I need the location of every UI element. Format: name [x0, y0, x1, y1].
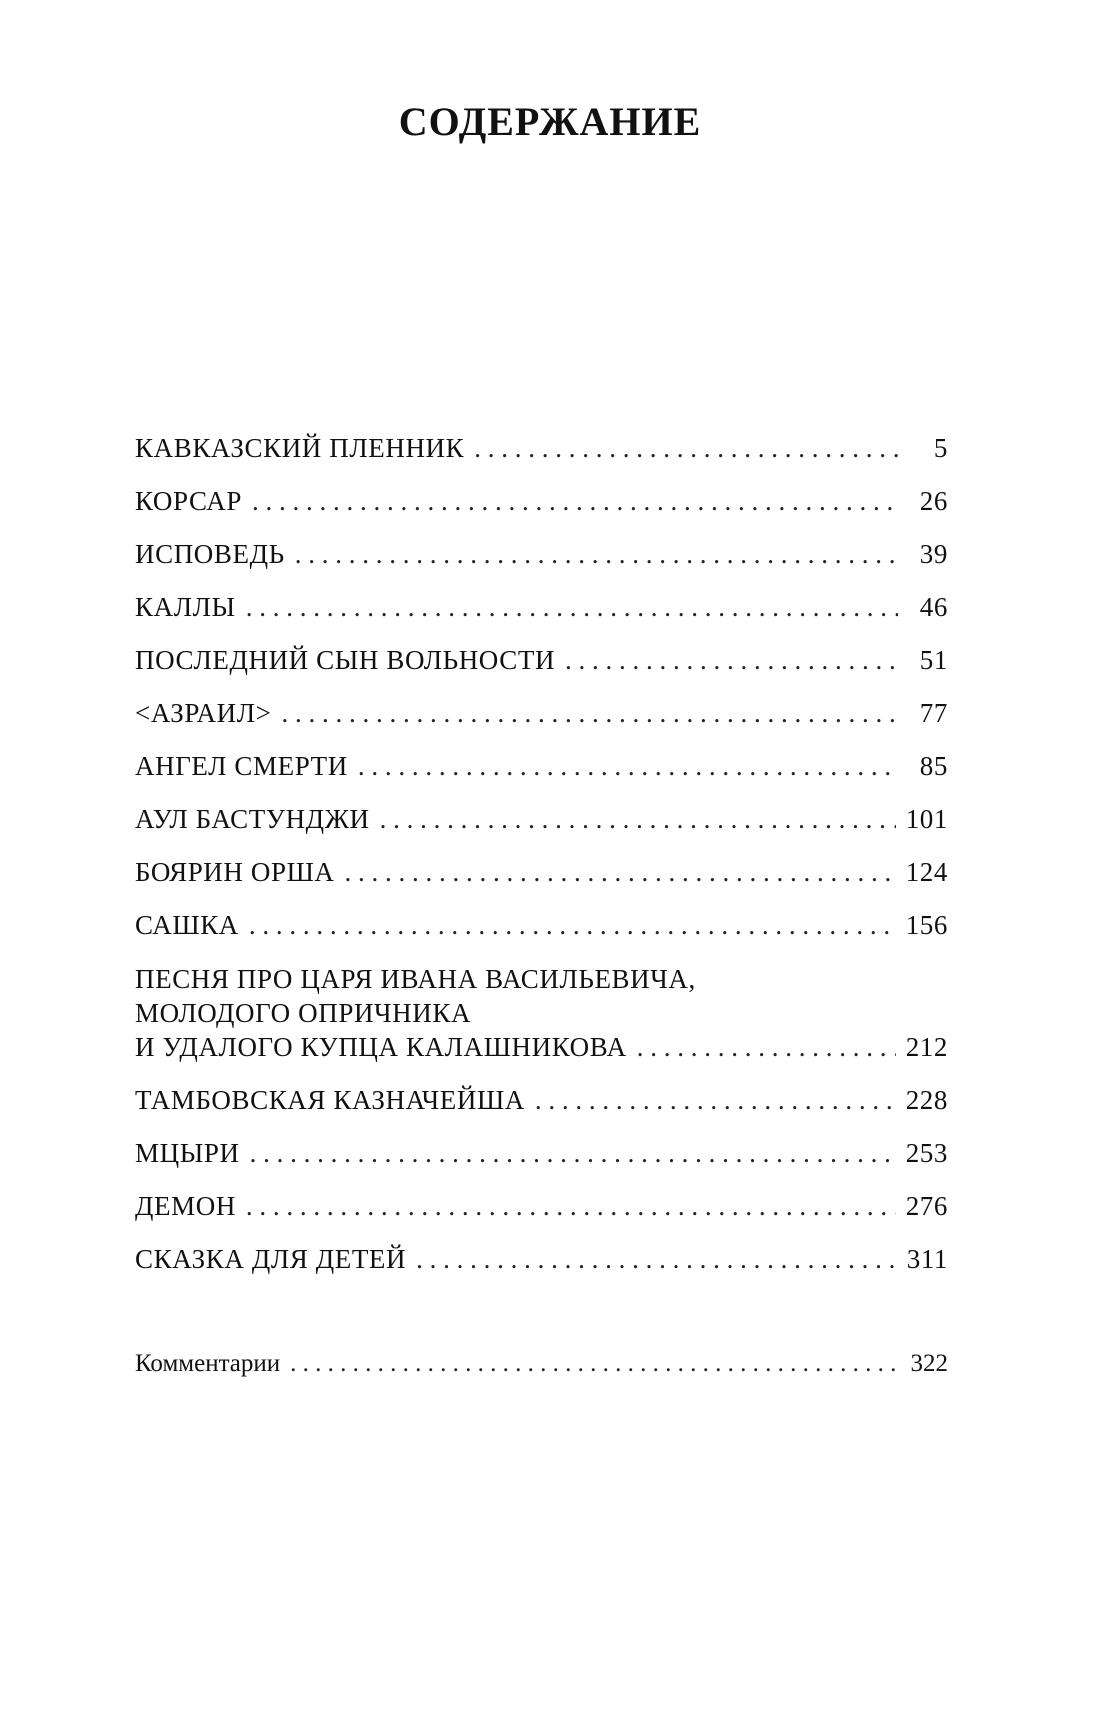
dot-leader — [295, 537, 898, 571]
toc-entry[interactable] — [135, 749, 948, 783]
toc-entry-title: МЦЫРИ — [135, 1138, 240, 1168]
toc-entry[interactable] — [135, 590, 948, 624]
toc-entry-title: БОЯРИН ОРША — [135, 857, 335, 887]
toc-entry-title-line: И УДАЛОГО КУПЦА КАЛАШНИКОВА — [135, 1032, 627, 1062]
toc-page-number: 26 — [919, 486, 948, 516]
toc-page-number: 39 — [919, 539, 948, 569]
toc-entry-title: ДЕМОН — [135, 1191, 236, 1221]
toc-entry-title: Комментарии — [135, 1350, 281, 1377]
toc-entry[interactable] — [135, 484, 948, 518]
table-of-contents — [135, 0, 948, 1720]
dot-leader — [246, 1189, 896, 1223]
toc-entry-title: АУЛ БАСТУНДЖИ — [135, 804, 370, 834]
toc-entry[interactable] — [135, 1136, 948, 1170]
toc-page-number: 212 — [905, 1032, 948, 1062]
toc-entry-title: <АЗРАИЛ> — [135, 698, 272, 728]
dot-leader — [345, 855, 896, 889]
toc-page-number: 228 — [905, 1085, 948, 1115]
toc-page-number: 156 — [905, 910, 948, 940]
toc-entry[interactable] — [135, 855, 948, 889]
toc-entry-title: ТАМБОВСКАЯ КАЗНАЧЕЙША — [135, 1085, 525, 1115]
dot-leader — [246, 590, 898, 624]
dot-leader — [250, 1136, 896, 1170]
toc-entry[interactable] — [135, 1189, 948, 1223]
toc-entry-commentary[interactable] — [135, 1347, 948, 1381]
toc-entry[interactable] — [135, 431, 948, 465]
dot-leader — [252, 484, 898, 518]
toc-entry-multiline[interactable] — [135, 962, 948, 1064]
toc-entry-title: ИСПОВЕДЬ — [135, 539, 285, 569]
dot-leader — [637, 1030, 896, 1064]
page-title: СОДЕРЖАНИЕ — [398, 99, 702, 144]
toc-entry-title: АНГЕЛ СМЕРТИ — [135, 751, 348, 781]
toc-page-number: 5 — [933, 433, 948, 463]
toc-entry[interactable] — [135, 643, 948, 677]
toc-entry-title: КАВКАЗСКИЙ ПЛЕННИК — [135, 433, 465, 463]
toc-page-number: 51 — [919, 645, 948, 675]
toc-page-number: 253 — [905, 1138, 948, 1168]
toc-page-number: 46 — [919, 592, 948, 622]
toc-page-number: 322 — [910, 1350, 948, 1377]
toc-entry[interactable] — [135, 908, 948, 942]
toc-entry-title: КАЛЛЫ — [135, 592, 236, 622]
toc-page-number: 101 — [905, 804, 948, 834]
toc-entry-title-line: МОЛОДОГО ОПРИЧНИКА — [135, 998, 472, 1028]
toc-entry[interactable] — [135, 1083, 948, 1117]
toc-entry-title-line: ПЕСНЯ ПРО ЦАРЯ ИВАНА ВАСИЛЬЕВИЧА, — [135, 964, 696, 994]
toc-page-number: 77 — [919, 698, 948, 728]
toc-entry[interactable] — [135, 537, 948, 571]
toc-entry[interactable] — [135, 696, 948, 730]
toc-entry-title: ПОСЛЕДНИЙ СЫН ВОЛЬНОСТИ — [135, 645, 556, 675]
dot-leader — [290, 1347, 898, 1381]
toc-entry-title: КОРСАР — [135, 486, 242, 516]
dot-leader — [249, 908, 896, 942]
dot-leader — [565, 643, 898, 677]
toc-entry[interactable] — [135, 802, 948, 836]
dot-leader — [474, 431, 898, 465]
dot-leader — [380, 802, 896, 836]
dot-leader — [281, 696, 898, 730]
toc-page-number: 276 — [905, 1191, 948, 1221]
toc-entry-title: СКАЗКА ДЛЯ ДЕТЕЙ — [135, 1244, 407, 1274]
dot-leader — [416, 1242, 897, 1276]
toc-page-number: 124 — [905, 857, 948, 887]
dot-leader — [535, 1083, 896, 1117]
toc-page-number: 85 — [919, 751, 948, 781]
toc-entry[interactable] — [135, 1242, 948, 1276]
toc-page-number: 311 — [906, 1244, 948, 1274]
dot-leader — [358, 749, 898, 783]
toc-entry-title: САШКА — [135, 910, 239, 940]
